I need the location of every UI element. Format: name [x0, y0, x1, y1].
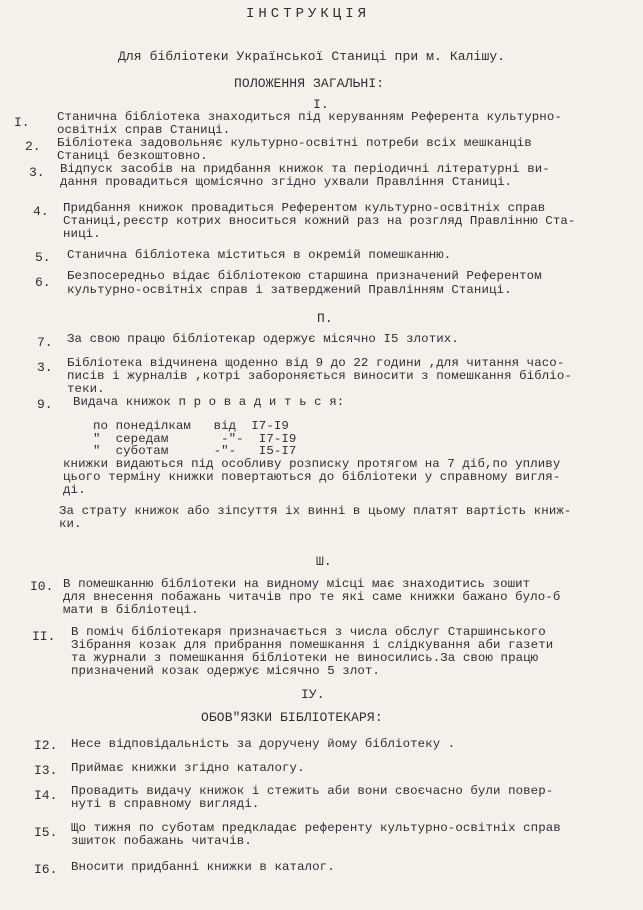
schedule-monday: по понеділкам від І7-І9: [93, 419, 289, 433]
item-number-15: І5.: [34, 825, 58, 840]
item-number-13: І3.: [34, 763, 58, 778]
item-number-1: I.: [14, 115, 30, 130]
item-10-line-3: мати в бібліотеці.: [63, 603, 199, 617]
item-number-9: 9.: [37, 397, 53, 412]
item-8-line-1: Бібліотека відчинена щоденно від 9 до 22 години ,для читання часо-: [67, 356, 565, 370]
roman-numeral-2: П.: [317, 311, 333, 326]
section-heading-duties: ОБОВ"ЯЗКИ БІБЛІОТЕКАРЯ:: [201, 710, 383, 725]
item-4-line-2: Станиці,реєстр котрих вноситься кожний раз на розгляд Правлінню Ста-: [63, 214, 576, 228]
roman-numeral-4: ІУ.: [301, 687, 325, 702]
item-number-10: І0.: [30, 579, 54, 594]
schedule-saturday: " суботам -"- І5-І7: [93, 444, 297, 458]
item-number-14: І4.: [34, 788, 58, 803]
item-6-line-2: культурно-освітніх справ і затверджений Правлінням Станиці.: [67, 283, 512, 297]
item-number-5: 5.: [35, 250, 51, 265]
item-9-line-6: ки.: [59, 517, 82, 531]
section-heading-general: ПОЛОЖЕННЯ ЗАГАЛЬНІ:: [234, 76, 385, 91]
item-6-line-1: Безпосередньо відає бібліотекою старшина призначений Референтом: [67, 269, 542, 283]
item-16-line-1: Вносити придбанні книжки в каталог.: [71, 860, 335, 874]
item-15-line-1: Що тижня по суботам предкладає референту культурно-освітніх справ: [71, 821, 561, 835]
item-1-line-2: освітніх справ Станиці.: [57, 123, 231, 137]
item-number-3: 3.: [29, 165, 45, 180]
item-10-line-2: для внесення побажань читачів про те які саме книжки бажано було-б: [63, 590, 561, 604]
item-14-line-1: Провадить видачу книжок і стежить аби вони своєчасно були повер-: [71, 784, 554, 798]
item-9-line-3: цього терміну книжки повертаються до бібліотеки у справному вигля-: [63, 470, 561, 484]
item-number-12: І2.: [34, 738, 58, 753]
item-number-11: II.: [32, 629, 56, 644]
item-14-line-2: нуті в справному вигляді.: [71, 797, 260, 811]
item-11-line-4: призначений козак одержує місячно 5 злот.: [71, 664, 380, 678]
item-4-line-1: Придбання книжок провадиться Референтом культурно-освітніх справ: [63, 201, 546, 215]
document-subtitle: Для бібліотеки Української Станиці при м. Калішу.: [118, 49, 506, 64]
item-10-line-1: В помешканню бібліотеки на видному місці має знаходитись зошит: [63, 577, 531, 591]
item-12-line-1: Несе відповідальність за доручену йому бібліотеку .: [71, 737, 456, 751]
item-number-2: 2.: [25, 139, 41, 154]
item-number-16: І6.: [34, 862, 58, 877]
item-3-line-2: дання провадиться щомісячно згідно ухвали Правління Станиці.: [60, 175, 513, 189]
item-7-line-1: За свою працю бібліотекар одержує місячно І5 злотих.: [67, 332, 459, 346]
item-5-line-1: Станична бібліотека міститься в окремій помешканню.: [67, 248, 452, 262]
item-11-line-1: В поміч бібліотекаря призначається з числа обслуг Старшинського: [71, 625, 546, 639]
roman-numeral-1: І.: [313, 97, 329, 112]
item-1-line-1: Станична бібліотека знаходиться під керуванням Референта культурно-: [57, 110, 562, 124]
item-number-8: 3.: [37, 360, 53, 375]
roman-numeral-3: Ш.: [316, 554, 332, 569]
item-13-line-1: Приймає книжки згідно каталогу.: [71, 761, 305, 775]
item-2-line-1: Бібліотека задовольняє культурно-освітні потреби всіх мешканців: [57, 136, 532, 150]
item-11-line-2: Зібрання козак для прибрання помешкання і слідкування аби газети: [71, 638, 554, 652]
item-8-line-3: теки.: [67, 382, 105, 396]
schedule-wednesday: " середам -"- І7-І9: [93, 432, 297, 446]
item-2-line-2: Станиці безкоштовно.: [57, 149, 208, 163]
item-15-line-2: зшиток побажань читачів.: [71, 834, 252, 848]
document-title: ІНСТРУКЦІЯ: [246, 6, 371, 22]
item-number-4: 4.: [33, 204, 49, 219]
item-11-line-3: та журнали з помешкання бібліотеки не виносились.За свою працю: [71, 651, 539, 665]
item-number-7: 7.: [37, 335, 53, 350]
item-3-line-1: Відпуск засобів на придбання книжок та періодичні літературні ви-: [60, 162, 550, 176]
item-4-line-3: ниці.: [63, 227, 101, 241]
item-9-line-2: книжки видаються під особливу розписку протягом на 7 діб,по упливу: [63, 457, 561, 471]
item-9-line-1: Видача книжок п р о в а д и т ь с я:: [73, 395, 345, 409]
item-9-line-5: За страту книжок або зіпсуття іх винні в цьому платят вартість книж-: [59, 504, 572, 518]
item-number-6: 6.: [35, 275, 51, 290]
item-9-line-4: ді.: [63, 483, 86, 497]
item-8-line-2: писів і журналів ,котрі забороняється виносити з помешкання бібліо-: [67, 369, 572, 383]
